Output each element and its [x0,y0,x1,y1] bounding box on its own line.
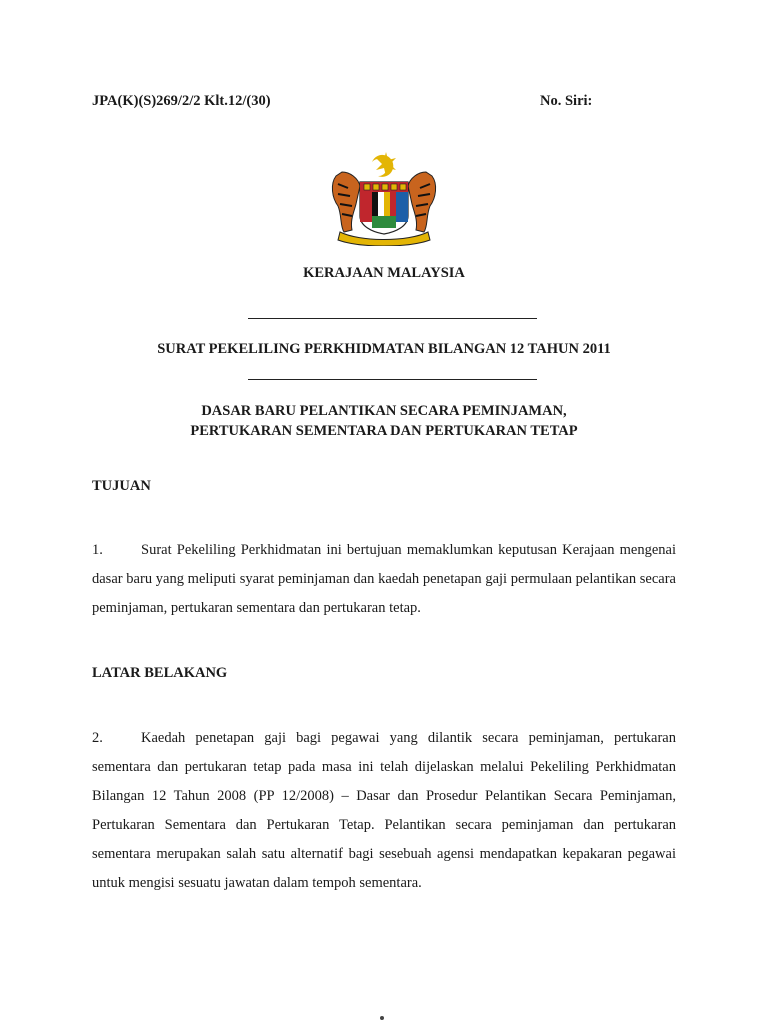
paragraph [92,724,676,898]
serial-number-label: No. Siri: [540,93,593,109]
section-heading: LATAR BELAKANG [92,665,228,681]
paragraph-text: Surat Pekeliling Perkhidmatan ini bertujuan memaklumkan keputusan Kerajaan mengenai dasar baru yang meliputi syarat peminjaman dan kaedah penetapan gaji permulaan pelantikan secara peminjaman, pertukaran sementara dan pertukaran tetap. [92,542,676,616]
title-rule-top [248,318,537,319]
section-heading: TUJUAN [92,478,151,494]
malaysia-coat-of-arms-icon [326,146,442,246]
paragraph-number: 1. [92,542,103,558]
subject-line-1: DASAR BARU PELANTIKAN SECARA PEMINJAMAN, [201,403,567,419]
subject-line-2: PERTUKARAN SEMENTARA DAN PERTUKARAN TETAP [190,423,578,439]
reference-number: JPA(K)(S)269/2/2 Klt.12/(30) [92,93,271,109]
title-rule-bottom [248,379,537,380]
government-title: KERAJAAN MALAYSIA [303,265,465,281]
paragraph [92,536,676,623]
paragraph-number: 2. [92,730,103,746]
paragraph-text: Kaedah penetapan gaji bagi pegawai yang dilantik secara peminjaman, pertukaran sementara dan pertukaran tetap pada masa ini telah dijelaskan melalui Pekeliling Perkhidmatan Bilangan 12 Tahun 2008 (PP 12/2008) – Dasar dan Prosedur Pelantikan Secara Peminjaman, Pertukaran Sementara dan Pertukaran Tetap. Pelantikan secara peminjaman dan pertukaran sementara merupakan salah satu alternatif bagi sesebuah agensi mendapatkan kepakaran pegawai untuk mengisi sesuatu jawatan dalam tempoh sementara. [92,730,676,891]
page-mark [380,1016,384,1020]
circular-title: SURAT PEKELILING PERKHIDMATAN BILANGAN 12 TAHUN 2011 [157,341,611,357]
